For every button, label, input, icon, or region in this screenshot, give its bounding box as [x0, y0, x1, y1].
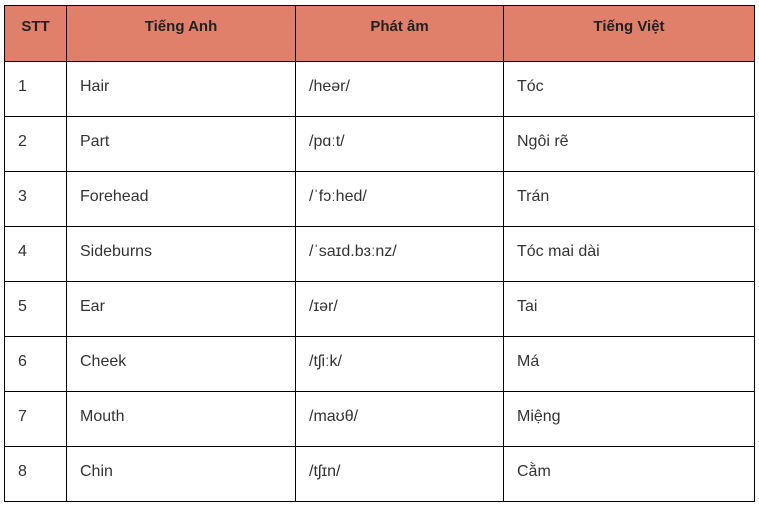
vocabulary-table	[4, 5, 755, 502]
table-row	[5, 62, 755, 117]
cell-phonetic: /tʃiːk/	[296, 337, 504, 392]
table-row	[5, 227, 755, 282]
cell-phonetic: /ˈsaɪd.bɜːnz/	[296, 227, 504, 282]
cell-vietnamese: Cằm	[504, 447, 755, 502]
table-row	[5, 172, 755, 227]
cell-vietnamese: Miệng	[504, 392, 755, 447]
cell-stt: 3	[5, 172, 67, 227]
header-phonetic: Phát âm	[296, 6, 504, 62]
cell-stt: 7	[5, 392, 67, 447]
cell-phonetic: /ɪər/	[296, 282, 504, 337]
cell-english: Cheek	[67, 337, 296, 392]
cell-stt: 1	[5, 62, 67, 117]
cell-vietnamese: Tóc	[504, 62, 755, 117]
cell-phonetic: /maʊθ/	[296, 392, 504, 447]
cell-vietnamese: Ngôi rẽ	[504, 117, 755, 172]
table-row	[5, 447, 755, 502]
cell-english: Part	[67, 117, 296, 172]
cell-phonetic: /pɑːt/	[296, 117, 504, 172]
table-row	[5, 117, 755, 172]
cell-english: Forehead	[67, 172, 296, 227]
cell-stt: 6	[5, 337, 67, 392]
header-row	[5, 6, 755, 62]
cell-english: Ear	[67, 282, 296, 337]
cell-vietnamese: Trán	[504, 172, 755, 227]
cell-phonetic: /heər/	[296, 62, 504, 117]
table-body	[5, 62, 755, 502]
cell-english: Mouth	[67, 392, 296, 447]
table-row	[5, 392, 755, 447]
header-english: Tiếng Anh	[67, 6, 296, 62]
header-vietnamese: Tiếng Việt	[504, 6, 755, 62]
cell-vietnamese: Tai	[504, 282, 755, 337]
cell-stt: 4	[5, 227, 67, 282]
cell-english: Chin	[67, 447, 296, 502]
cell-phonetic: /ˈfɔːhed/	[296, 172, 504, 227]
cell-stt: 2	[5, 117, 67, 172]
cell-english: Hair	[67, 62, 296, 117]
table-header	[5, 6, 755, 62]
cell-vietnamese: Má	[504, 337, 755, 392]
table-row	[5, 282, 755, 337]
cell-stt: 5	[5, 282, 67, 337]
cell-stt: 8	[5, 447, 67, 502]
cell-phonetic: /tʃɪn/	[296, 447, 504, 502]
cell-vietnamese: Tóc mai dài	[504, 227, 755, 282]
table-row	[5, 337, 755, 392]
cell-english: Sideburns	[67, 227, 296, 282]
header-stt: STT	[5, 6, 67, 62]
